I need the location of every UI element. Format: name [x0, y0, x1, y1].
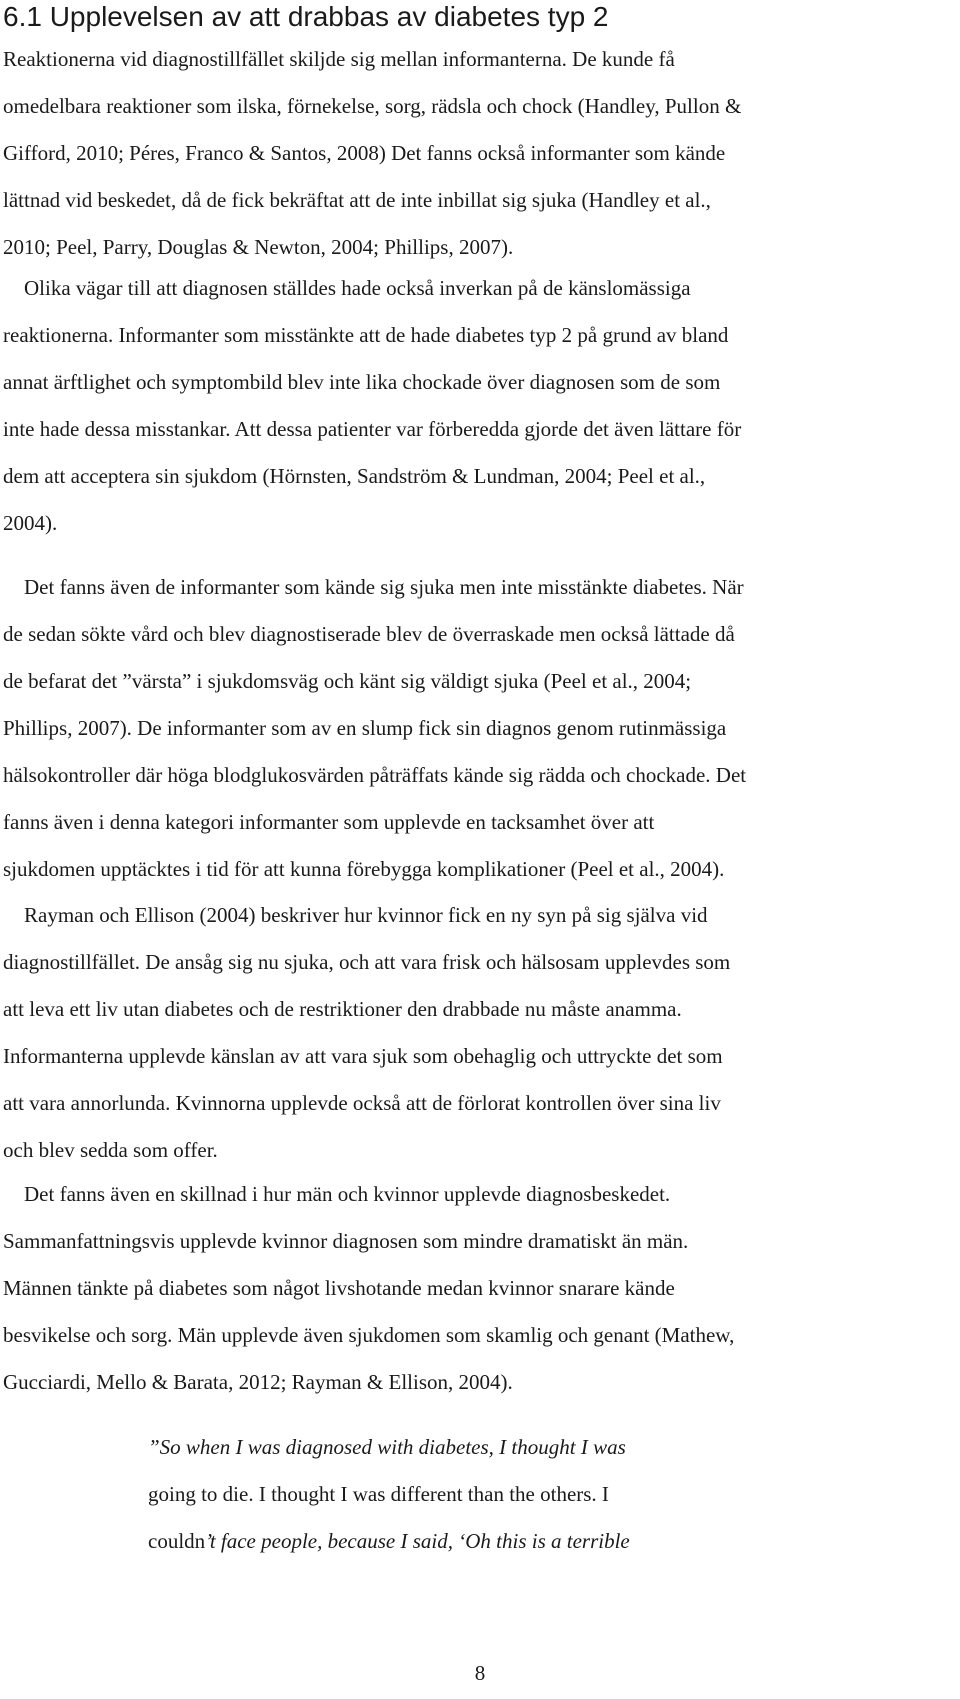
text-line: de sedan sökte vård och blev diagnostiserade blev de överraskade men också lättade då [3, 622, 735, 646]
text-line: Reaktionerna vid diagnostillfället skiljde sig mellan informanterna. De kunde få [3, 47, 675, 71]
text-line: Sammanfattningsvis upplevde kvinnor diagnosen som mindre dramatiskt än män. [3, 1229, 689, 1253]
text-line: Informanterna upplevde känslan av att vara sjuk som obehaglig och uttryckte det som [3, 1044, 723, 1068]
text-line: inte hade dessa misstankar. Att dessa patienter var förberedda gjorde det även lättare för [3, 417, 742, 441]
text-line: besvikelse och sorg. Män upplevde även sjukdomen som skamlig och genant (Mathew, [3, 1323, 735, 1347]
text-line: lättnad vid beskedet, då de fick bekräftat att de inte inbillat sig sjuka (Handley et al., [3, 188, 711, 212]
text-line: Phillips, 2007). De informanter som av en slump fick sin diagnos genom rutinmässiga [3, 716, 727, 740]
text-line: hälsokontroller där höga blodglukosvärden påträffats kände sig rädda och chockade. Det [3, 763, 747, 787]
paragraph-4 [3, 892, 953, 1174]
quote-line: going to die. I thought I was different than the others. I [148, 1482, 609, 1506]
text-line: Rayman och Ellison (2004) beskriver hur kvinnor fick en ny syn på sig själva vid [24, 903, 708, 927]
quote-line [148, 1518, 848, 1565]
page-number: 8 [474, 1661, 486, 1685]
quote-fragment-italic: ’t face people, because I said, ‘Oh this is a terrible [205, 1529, 630, 1553]
quote-fragment: couldn [148, 1529, 206, 1553]
text-line: annat ärftlighet och symptombild blev inte lika chockade över diagnosen som de som [3, 370, 721, 394]
text-line: fanns även i denna kategori informanter som upplevde en tacksamhet över att [3, 810, 655, 834]
text-line: reaktionerna. Informanter som misstänkte att de hade diabetes typ 2 på grund av bland [3, 323, 729, 347]
text-line: diagnostillfället. De ansåg sig nu sjuka, och att vara frisk och hälsosam upplevdes som [3, 950, 731, 974]
text-line: Det fanns även de informanter som kände sig sjuka men inte misstänkte diabetes. När [24, 575, 744, 599]
text-line: 2004). [3, 511, 58, 535]
paragraph-5 [3, 1171, 953, 1406]
text-line: 2010; Peel, Parry, Douglas & Newton, 2004; Phillips, 2007). [3, 235, 514, 259]
text-line: Männen tänkte på diabetes som något livshotande medan kvinnor snarare kände [3, 1276, 675, 1300]
section-heading: 6.1 Upplevelsen av att drabbas av diabetes typ 2 [3, 1, 609, 32]
text-line: Gucciardi, Mello & Barata, 2012; Rayman & Ellison, 2004). [3, 1370, 513, 1394]
paragraph-1 [3, 36, 953, 271]
block-quote [148, 1424, 848, 1565]
text-line: Olika vägar till att diagnosen ställdes hade också inverkan på de känslomässiga [24, 276, 691, 300]
text-line: omedelbara reaktioner som ilska, förnekelse, sorg, rädsla och chock (Handley, Pullon & [3, 94, 742, 118]
text-line: och blev sedda som offer. [3, 1138, 218, 1162]
text-line: de befarat det ”värsta” i sjukdomsväg och känt sig väldigt sjuka (Peel et al., 2004; [3, 669, 692, 693]
text-line: att vara annorlunda. Kvinnorna upplevde också att de förlorat kontrollen över sina liv [3, 1091, 721, 1115]
paragraph-2 [3, 265, 953, 547]
text-line: sjukdomen upptäcktes i tid för att kunna förebygga komplikationer (Peel et al., 2004). [3, 857, 725, 881]
text-line: dem att acceptera sin sjukdom (Hörnsten, Sandström & Lundman, 2004; Peel et al., [3, 464, 706, 488]
text-line: Gifford, 2010; Péres, Franco & Santos, 2008) Det fanns också informanter som kände [3, 141, 726, 165]
text-line: Det fanns även en skillnad i hur män och kvinnor upplevde diagnosbeskedet. [24, 1182, 671, 1206]
paragraph-3 [3, 564, 953, 893]
text-line: att leva ett liv utan diabetes och de restriktioner den drabbade nu måste anamma. [3, 997, 682, 1021]
quote-line: ”So when I was diagnosed with diabetes, I thought I was [148, 1435, 626, 1459]
